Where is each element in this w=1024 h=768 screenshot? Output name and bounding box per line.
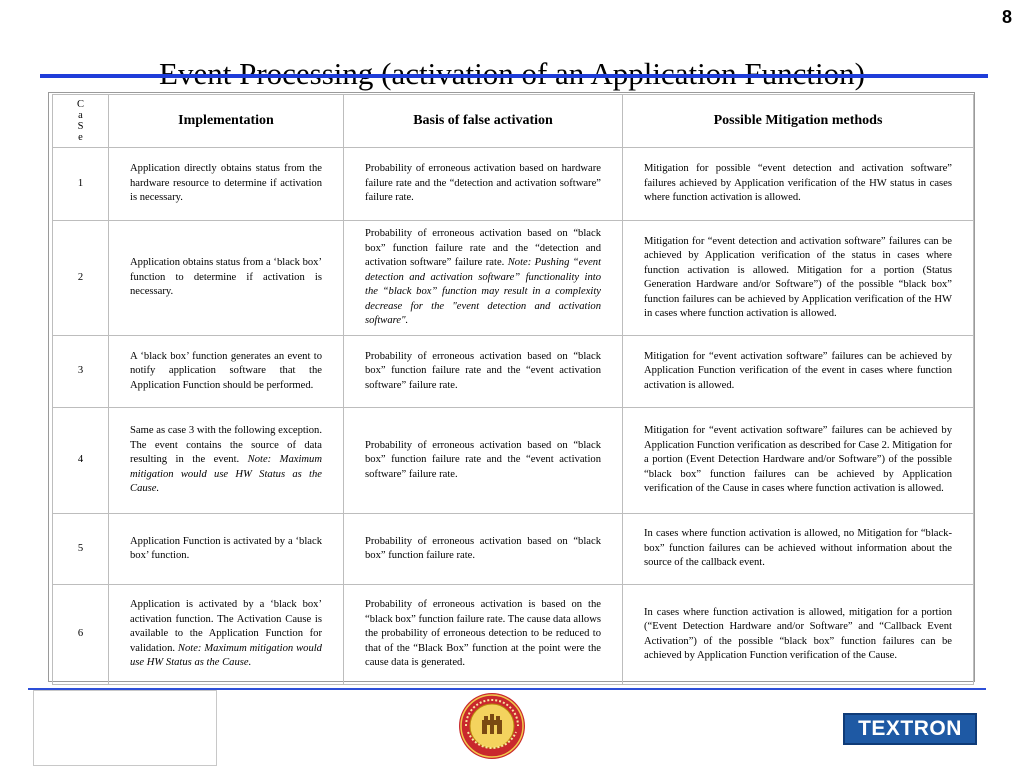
- basis-text: Probability of erroneous activation based on “black box” function failure rate and the “event activation software” failure rate.: [365, 350, 601, 391]
- case-number: 3: [53, 336, 109, 408]
- implementation-text: Application obtains status from a ‘black box’ function to determine if activation is necessary.: [130, 257, 322, 298]
- implementation-text: Application is activated by a ‘black box’ activation function. The Activation Cause is available to the Application Function for validation.: [130, 599, 322, 654]
- basis-note: Note: Pushing “event detection and activation software” functionality into the “black box” function may result in a complexity decrease for the "event detection and activation software".: [365, 257, 602, 327]
- basis-cell: [344, 514, 623, 585]
- title-rule: [40, 74, 988, 78]
- basis-text: Probability of erroneous activation based on hardware failure rate and the “detection and activation software” failure rate.: [365, 163, 601, 204]
- mitigation-cell: Mitigation for possible “event detection and activation software” failures achieved by Application verification of the HW status in cases where function activation is allowed.: [623, 148, 974, 221]
- mitigation-cell: Mitigation for “event activation software” failures can be achieved by Application Function verification as described for Case 2. Mitigation for a portion (Event Detection Hardware and/or Software”) of the possible “black box” function failures can be achieved by Application verification of the Cause in cases where function activation is allowed.: [623, 408, 974, 514]
- table-row: [53, 336, 974, 408]
- mitigation-cell: In cases where function activation is allowed, mitigation for a portion (“Event Detection Hardware and/or Software” and “Callback Event Activation”) of the possible “black box” function failures can be achieved by Application Function verification of the Cause.: [623, 585, 974, 685]
- mitigation-cell: Mitigation for “event activation software” failures can be achieved by Application Function verification of the event in cases where function activation is allowed.: [623, 336, 974, 408]
- implementation-cell: [109, 221, 344, 336]
- implementation-cell: [109, 408, 344, 514]
- case-number: 5: [53, 514, 109, 585]
- basis-cell: [344, 221, 623, 336]
- implementation-cell: [109, 514, 344, 585]
- implementation-text: Application Function is activated by a ‘black box’ function.: [130, 535, 322, 561]
- case-number: 6: [53, 585, 109, 685]
- implementation-cell: [109, 148, 344, 221]
- mitigation-table: [52, 94, 974, 685]
- header-basis: Basis of false activation: [344, 95, 623, 148]
- header-mitigation: Possible Mitigation methods: [623, 95, 974, 148]
- implementation-cell: [109, 336, 344, 408]
- case-number: 4: [53, 408, 109, 514]
- textron-logo: TEXTRON: [843, 713, 977, 745]
- implementation-text: Application directly obtains status from the hardware resource to determine if activation is necessary.: [130, 163, 322, 204]
- header-case: [53, 95, 109, 148]
- mitigation-cell: Mitigation for “event detection and activation software” failures can be achieved by Application verification of the status in cases where function activation is allowed. Mitigation for a portion (Status Generation Hardware and/or Software”) of the possible “black box” function failures can be achieved by Application verification of the HW in cases where function activation is allowed.: [623, 221, 974, 336]
- header-case-letters: C a S e: [76, 99, 84, 143]
- implementation-note: Note: Maximum mitigation would use HW Status as the Cause.: [130, 642, 322, 669]
- implementation-text: Same as case 3 with the following exception. The event contains the source of data resulting in the event.: [130, 425, 322, 466]
- header-implementation: Implementation: [109, 95, 344, 148]
- case-number: 1: [53, 148, 109, 221]
- implementation-note: Note: Maximum mitigation would use HW Status as the Cause.: [130, 454, 322, 495]
- basis-cell: [344, 336, 623, 408]
- basis-text: Probability of erroneous activation is based on the “black box” function failure rate. The cause data allows the probability of erroneous detection to be reduced to that of the “Black Box” function at the point were the cause data is generated.: [365, 599, 602, 669]
- footer-note-box: [33, 690, 217, 766]
- basis-text: Probability of erroneous activation based on “black box” function failure rate.: [365, 535, 601, 561]
- table-row: [53, 585, 974, 685]
- page-number: 8: [1001, 7, 1012, 27]
- army-arsenal-seal-icon: [458, 692, 526, 760]
- implementation-text: A ‘black box’ function generates an event to notify application software that the Application Function should be performed.: [130, 350, 322, 391]
- case-number: 2: [53, 221, 109, 336]
- basis-text: Probability of erroneous activation based on “black box” function failure rate and the “event activation software” failure rate.: [365, 439, 601, 480]
- basis-cell: [344, 408, 623, 514]
- table-row: [53, 148, 974, 221]
- table-row: [53, 221, 974, 336]
- implementation-cell: [109, 585, 344, 685]
- basis-cell: [344, 148, 623, 221]
- basis-cell: [344, 585, 623, 685]
- table-header-row: [53, 95, 974, 148]
- table-row: [53, 514, 974, 585]
- mitigation-cell: In cases where function activation is allowed, no Mitigation for “black-box” function failures can be achieved without information about the source of the callback event.: [623, 514, 974, 585]
- basis-text: Probability of erroneous activation based on “black box” function failure rate and the “detection and activation software” failure rate.: [365, 228, 601, 269]
- table-row: [53, 408, 974, 514]
